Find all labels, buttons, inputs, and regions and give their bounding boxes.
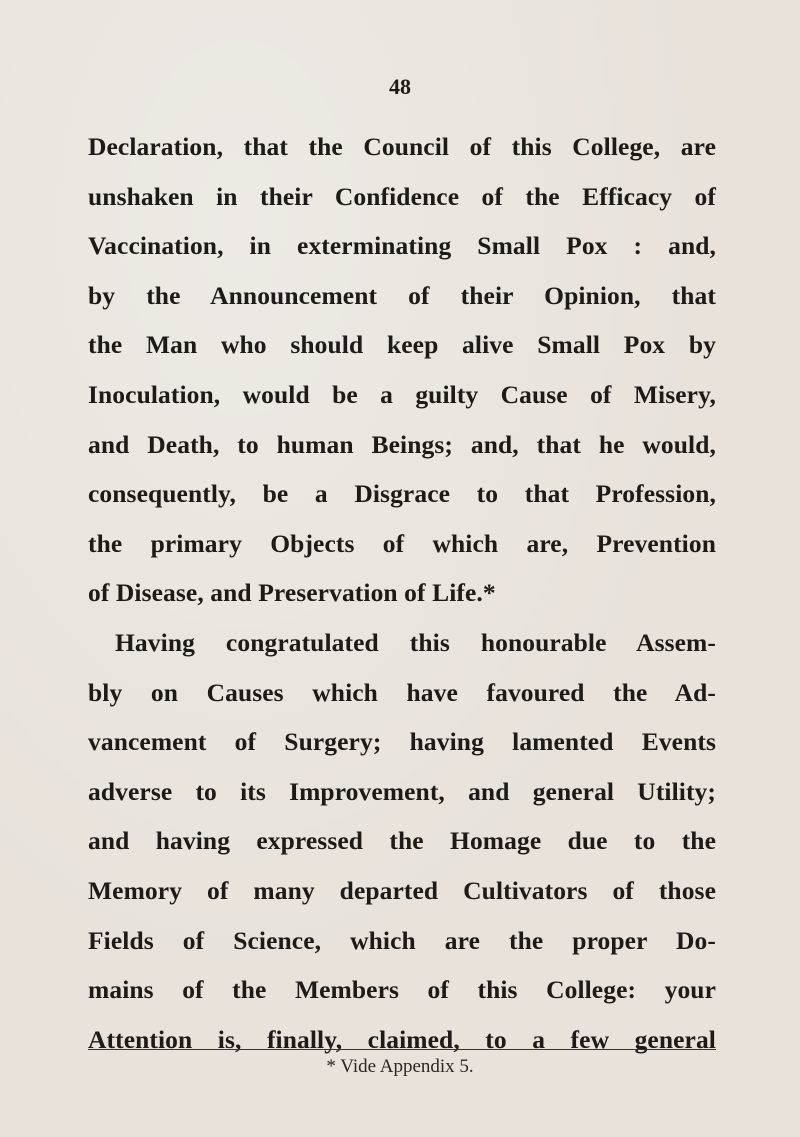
text-line: mains of the Members of this College: your: [88, 975, 716, 1005]
text-line: Attention is, finally, claimed, to a few general: [88, 1024, 716, 1054]
page-number: 48: [389, 74, 411, 99]
text-line: and Death, to human Beings; and, that he would,: [88, 429, 716, 459]
footnote: * Vide Appendix 5.: [326, 1056, 474, 1077]
text-line: unshaken in their Confidence of the Efficacy of: [88, 181, 716, 211]
text-line: Fields of Science, which are the proper Do-: [88, 925, 716, 955]
text-line: Declaration, that the Council of this College, are: [88, 132, 716, 161]
text-line: bly on Causes which have favoured the Ad-: [88, 677, 716, 707]
text-line: vancement of Surgery; having lamented Events: [88, 727, 716, 757]
text-line: by the Announcement of their Opinion, that: [88, 280, 716, 310]
text-line: the primary Objects of which are, Prevention: [88, 528, 716, 558]
text-line: Inoculation, would be a guilty Cause of Misery,: [88, 379, 716, 409]
text-line: and having expressed the Homage due to the: [88, 826, 716, 856]
text-line: of Disease, and Preservation of Life.*: [88, 578, 496, 608]
text-line: Having congratulated this honourable Assem-: [115, 627, 716, 657]
text-line: adverse to its Improvement, and general Utility;: [88, 776, 716, 806]
text-line: Vaccination, in exterminating Small Pox : and,: [88, 231, 716, 261]
body-text: [88, 122, 716, 1064]
text-line: consequently, be a Disgrace to that Profession,: [88, 479, 716, 509]
text-line: the Man who should keep alive Small Pox by: [88, 330, 716, 360]
text-line: Memory of many departed Cultivators of those: [88, 875, 716, 905]
footnote-rule: [88, 1049, 716, 1050]
